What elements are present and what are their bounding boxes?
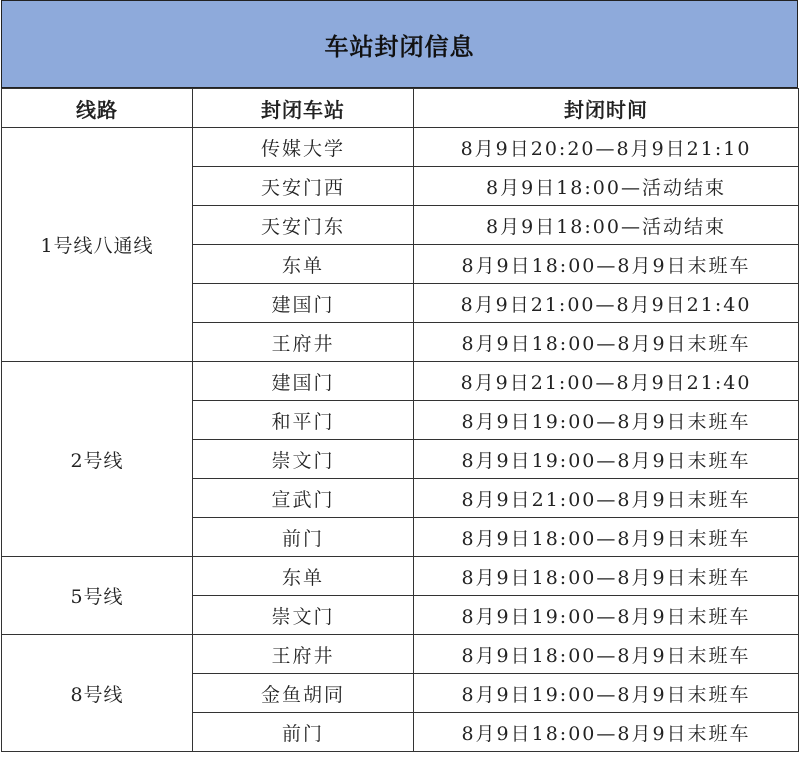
table-row [2,557,799,596]
time-cell: 8月9日18:00—8月9日末班车 [414,323,799,362]
station-cell: 天安门西 [193,167,414,206]
line-name-cell: 8号线 [2,635,193,752]
time-cell: 8月9日18:00—8月9日末班车 [414,713,799,752]
table-body [2,128,799,752]
table-row [2,128,799,167]
station-cell: 金鱼胡同 [193,674,414,713]
table-row [2,362,799,401]
station-cell: 王府井 [193,635,414,674]
time-cell: 8月9日21:00—8月9日21:40 [414,362,799,401]
time-cell: 8月9日18:00—8月9日末班车 [414,518,799,557]
station-cell: 和平门 [193,401,414,440]
station-cell: 前门 [193,713,414,752]
time-cell: 8月9日21:00—8月9日21:40 [414,284,799,323]
station-cell: 宣武门 [193,479,414,518]
line-name-cell: 2号线 [2,362,193,557]
header-line: 线路 [2,89,193,128]
time-cell: 8月9日18:00—活动结束 [414,206,799,245]
closure-table-container [1,0,798,768]
station-cell: 王府井 [193,323,414,362]
time-cell: 8月9日20:20—8月9日21:10 [414,128,799,167]
header-station: 封闭车站 [193,89,414,128]
time-cell: 8月9日19:00—8月9日末班车 [414,674,799,713]
header-row [2,89,799,128]
time-cell: 8月9日18:00—活动结束 [414,167,799,206]
station-cell: 建国门 [193,284,414,323]
time-cell: 8月9日21:00—8月9日末班车 [414,479,799,518]
time-cell: 8月9日18:00—8月9日末班车 [414,635,799,674]
time-cell: 8月9日19:00—8月9日末班车 [414,401,799,440]
line-name-cell: 1号线八通线 [2,128,193,362]
time-cell: 8月9日19:00—8月9日末班车 [414,596,799,635]
line-name-cell: 5号线 [2,557,193,635]
station-cell: 天安门东 [193,206,414,245]
station-cell: 建国门 [193,362,414,401]
station-cell: 前门 [193,518,414,557]
station-cell: 东单 [193,245,414,284]
time-cell: 8月9日18:00—8月9日末班车 [414,557,799,596]
time-cell: 8月9日18:00—8月9日末班车 [414,245,799,284]
table-row [2,635,799,674]
header-time: 封闭时间 [414,89,799,128]
station-cell: 崇文门 [193,440,414,479]
closure-table [1,88,799,752]
page-title: 车站封闭信息 [324,32,475,61]
title-bar [1,0,798,88]
station-cell: 传媒大学 [193,128,414,167]
time-cell: 8月9日19:00—8月9日末班车 [414,440,799,479]
station-cell: 东单 [193,557,414,596]
station-cell: 崇文门 [193,596,414,635]
